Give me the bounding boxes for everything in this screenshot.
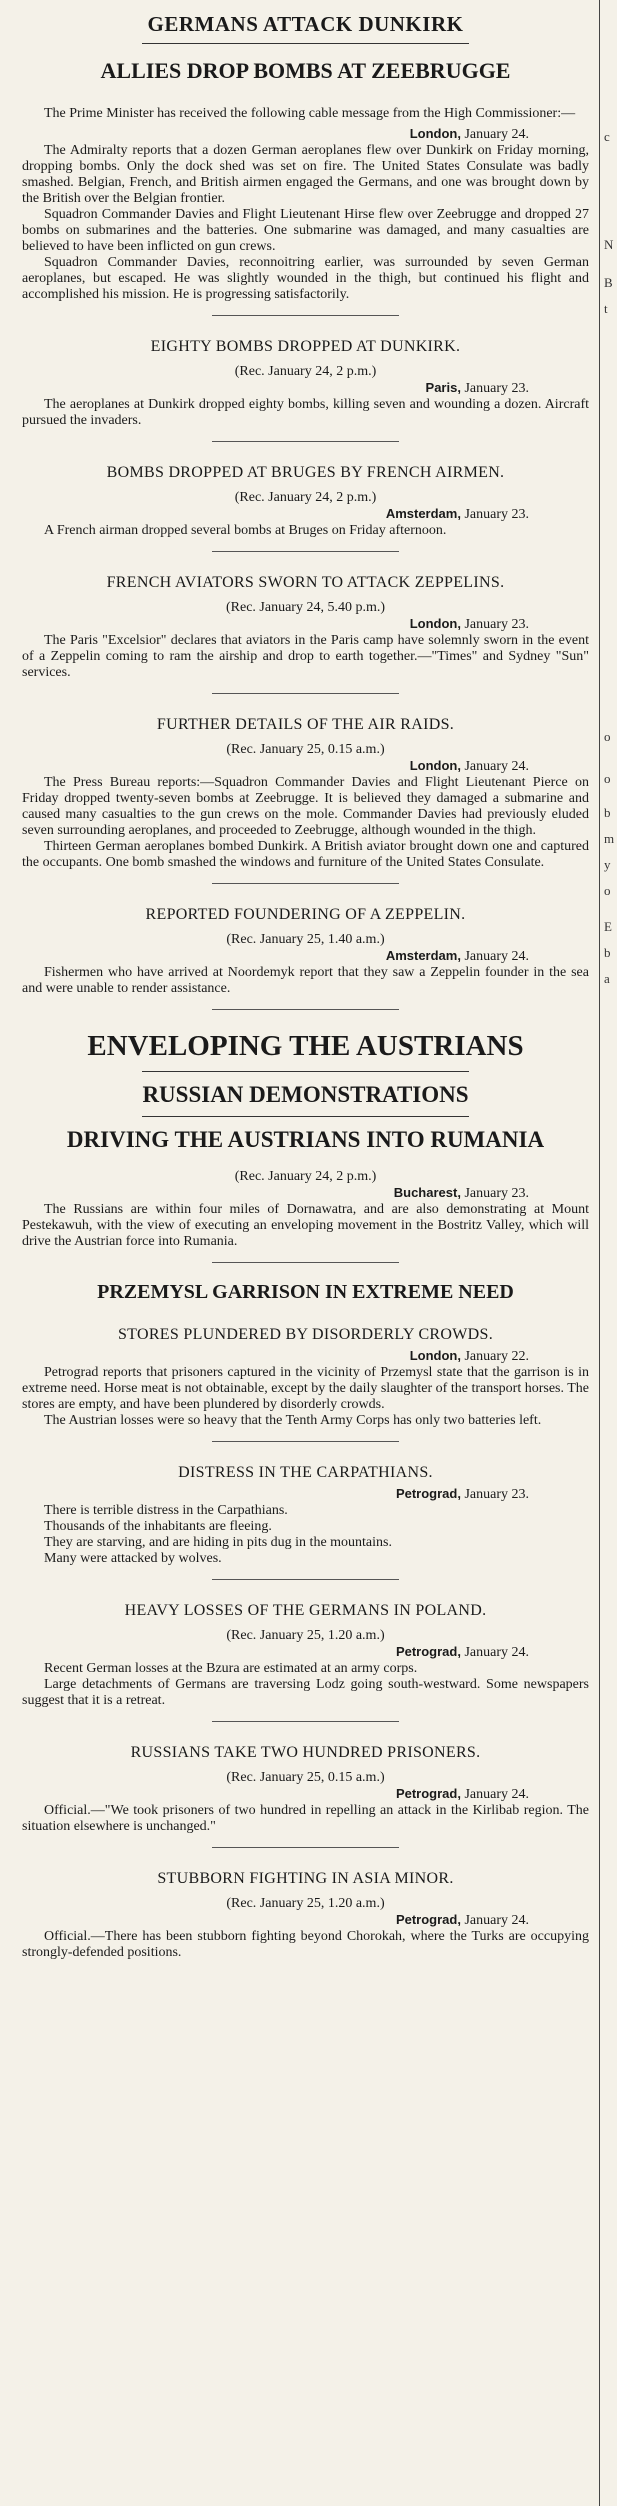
section-heading: BOMBS DROPPED AT BRUGES BY FRENCH AIRMEN. <box>106 464 505 481</box>
dateline-place: London, <box>409 758 461 773</box>
body-paragraph: Thirteen German aeroplanes bombed Dunkirk. A British aviator brought down one and captured the occupants. One bomb smashed the windows and furniture of the United States Consulate. <box>22 839 589 870</box>
edge-fragment: N <box>604 237 614 252</box>
dateline <box>22 1185 589 1202</box>
dateline <box>22 506 589 523</box>
dateline <box>22 948 589 965</box>
dateline-date: January 24. <box>464 1913 529 1928</box>
divider <box>212 1847 399 1848</box>
edge-fragment: t <box>604 301 608 316</box>
body-paragraph: The Russians are within four miles of Dornawatra, and are also demonstrating at Mount Pestekawuh, with the view of executing an enveloping movement in the Bostritz Valley, which will drive the Austrian force into Rumania. <box>22 1202 589 1249</box>
section-heading: FURTHER DETAILS OF THE AIR RAIDS. <box>156 716 455 733</box>
dateline-date: January 23. <box>464 381 529 396</box>
dateline-place: Bucharest, <box>393 1185 461 1200</box>
dateline-date: January 22. <box>464 1349 529 1364</box>
dateline-place: Petrograd, <box>395 1486 461 1501</box>
received-time: (Rec. January 24, 2 p.m.) <box>234 490 377 505</box>
section-heading: REPORTED FOUNDERING OF A ZEPPELIN. <box>145 906 466 923</box>
dateline-place: Petrograd, <box>395 1786 461 1801</box>
divider <box>212 1009 399 1010</box>
section-heading: FRENCH AVIATORS SWORN TO ATTACK ZEPPELINS. <box>106 574 505 591</box>
divider <box>212 1579 399 1580</box>
divider <box>142 43 469 44</box>
austrians-headline: ENVELOPING THE AUSTRIANS <box>87 1030 524 1062</box>
przemysl-headline: PRZEMYSL GARRISON IN EXTREME NEED <box>97 1281 514 1303</box>
section-heading: STORES PLUNDERED BY DISORDERLY CROWDS. <box>117 1326 494 1343</box>
divider <box>212 441 399 442</box>
dispatch-group-2 <box>22 1326 589 1961</box>
dateline <box>22 1644 589 1661</box>
edge-fragment: a <box>604 971 610 986</box>
dateline-place: Amsterdam, <box>385 948 461 963</box>
zeebrugge-headline: ALLIES DROP BOMBS AT ZEEBRUGGE <box>100 58 511 83</box>
dateline-place: London, <box>409 616 461 631</box>
received-time: (Rec. January 24, 2 p.m.) <box>234 364 377 379</box>
intro-paragraph: The Prime Minister has received the following cable message from the High Commissioner:— <box>44 106 576 121</box>
dateline <box>22 380 589 397</box>
dateline-place: Paris, <box>425 380 461 395</box>
dateline-place: Petrograd, <box>395 1912 461 1927</box>
edge-fragment: y <box>604 857 611 872</box>
divider <box>142 1071 469 1072</box>
section-heading: STUBBORN FIGHTING IN ASIA MINOR. <box>157 1870 454 1887</box>
received-time: (Rec. January 25, 1.20 a.m.) <box>226 1628 385 1643</box>
divider <box>212 1441 399 1442</box>
edge-fragment: b <box>604 945 611 960</box>
body-paragraph: Large detachments of Germans are traversing Lodz going south-westward. Some newspapers suggest that it is a retreat. <box>22 1677 589 1708</box>
edge-fragment: o <box>604 771 611 786</box>
body-paragraph: Squadron Commander Davies, reconnoitring earlier, was surrounded by seven German aeroplanes, but escaped. He was slightly wounded in the thigh, but continued his flight and accomplished his mission. He is progressing satisfactorily. <box>22 255 589 302</box>
dateline-date: January 23. <box>464 1487 529 1502</box>
body-paragraph: Official.—"We took prisoners of two hundred in repelling an attack in the Kirlibab region. The situation elsewhere is unchanged." <box>22 1803 589 1834</box>
body-paragraph: Official.—There has been stubborn fighting beyond Chorokah, where the Turks are occupying strongly-defended positions. <box>22 1929 589 1960</box>
rumania-subhead: DRIVING THE AUSTRIANS INTO RUMANIA <box>66 1127 545 1152</box>
divider <box>212 883 399 884</box>
received-time: (Rec. January 25, 0.15 a.m.) <box>226 1770 385 1785</box>
dateline-place: London, <box>409 126 461 141</box>
body-paragraph: A French airman dropped several bombs at Bruges on Friday afternoon. <box>44 523 447 538</box>
dateline-place: London, <box>409 1348 461 1363</box>
section-heading: RUSSIANS TAKE TWO HUNDRED PRISONERS. <box>130 1744 481 1761</box>
body-paragraph: The aeroplanes at Dunkirk dropped eighty bombs, killing seven and wounding a dozen. Aircraft pursued the invaders. <box>22 397 589 428</box>
received-time: (Rec. January 25, 1.20 a.m.) <box>226 1896 385 1911</box>
body-paragraph: The Paris "Excelsior" declares that aviators in the Paris camp have solemnly sworn in the event of a Zeppelin coming to ram the airship and drop to earth together.—"Times" and Sydney "Sun" services. <box>22 633 589 680</box>
dateline <box>22 126 589 143</box>
dateline <box>22 758 589 775</box>
newspaper-column <box>8 0 600 2506</box>
body-paragraph: There is terrible distress in the Carpathians. <box>44 1503 288 1518</box>
dateline <box>22 1348 589 1365</box>
edge-fragment: m <box>604 831 615 846</box>
divider <box>212 693 399 694</box>
dateline-date: January 24. <box>464 1787 529 1802</box>
dateline-place: Amsterdam, <box>385 506 461 521</box>
edge-fragment: B <box>604 275 613 290</box>
edge-fragment: o <box>604 883 611 898</box>
edge-fragment: E <box>604 919 612 934</box>
divider <box>212 1262 399 1263</box>
dateline-date: January 24. <box>464 759 529 774</box>
received-time: (Rec. January 24, 5.40 p.m.) <box>225 600 386 615</box>
body-paragraph: Squadron Commander Davies and Flight Lieutenant Hirse flew over Zeebrugge and dropped 27 bombs on submarines and the batteries. One submarine was damaged, and many casualties are believed to have been inflicted on gun crews. <box>22 207 589 254</box>
main-headline: GERMANS ATTACK DUNKIRK <box>147 12 464 36</box>
dateline-date: January 24. <box>464 127 529 142</box>
received-time: (Rec. January 25, 0.15 a.m.) <box>226 742 385 757</box>
edge-fragment: b <box>604 805 611 820</box>
dateline <box>22 1486 589 1503</box>
dateline <box>22 616 589 633</box>
body-paragraph: The Admiralty reports that a dozen German aeroplanes flew over Dunkirk on Friday morning, dropping bombs. Only the dock shed was set on fire. The United States Consulate was badly smashed. Belgian, French, and British airmen engaged the Germans, and one was brought down by the British over the Belgian frontier. <box>22 143 589 206</box>
dateline-place: Petrograd, <box>395 1644 461 1659</box>
received-time: (Rec. January 25, 1.40 a.m.) <box>226 932 385 947</box>
dateline-date: January 23. <box>464 617 529 632</box>
body-paragraph: Fishermen who have arrived at Noordemyk report that they saw a Zeppelin founder in the sea and were unable to render assistance. <box>22 965 589 996</box>
section-heading: DISTRESS IN THE CARPATHIANS. <box>178 1464 433 1481</box>
body-paragraph: They are starving, and are hiding in pits dug in the mountains. <box>44 1535 392 1550</box>
dateline <box>22 1912 589 1929</box>
section-heading: EIGHTY BOMBS DROPPED AT DUNKIRK. <box>150 338 461 355</box>
body-paragraph: Petrograd reports that prisoners captured in the vicinity of Przemysl state that the garrison is in extreme need. Horse meat is not obtainable, except by the daily slaughter of the transport horses. The stores are empty, and have been plundered by disorderly crowds. <box>22 1365 589 1412</box>
edge-fragment: o <box>604 729 611 744</box>
divider <box>212 315 399 316</box>
divider <box>142 1116 469 1117</box>
divider <box>212 1721 399 1722</box>
dateline-date: January 23. <box>464 507 529 522</box>
body-paragraph: Recent German losses at the Bzura are estimated at an army corps. <box>44 1661 418 1676</box>
dateline-date: January 23. <box>464 1186 529 1201</box>
body-paragraph: The Press Bureau reports:—Squadron Commander Davies and Flight Lieutenant Pierce on Friday dropped twenty-seven bombs at Zeebrugge. It is believed they damaged a submarine and caused many casualties to the gun crews on the mole. Commander Davies had previously eluded seven surrounding aeroplanes, and proceeded to Zeebrugge, although wounded in the thigh. <box>22 775 589 838</box>
dateline-date: January 24. <box>464 949 529 964</box>
edge-fragment: c <box>604 129 610 144</box>
divider <box>212 551 399 552</box>
dateline-date: January 24. <box>464 1645 529 1660</box>
section-heading: HEAVY LOSSES OF THE GERMANS IN POLAND. <box>124 1602 487 1619</box>
body-paragraph: The Austrian losses were so heavy that the Tenth Army Corps has only two batteries left. <box>44 1413 542 1428</box>
russian-demonstrations-subhead: RUSSIAN DEMONSTRATIONS <box>142 1082 469 1107</box>
body-paragraph: Thousands of the inhabitants are fleeing. <box>44 1519 272 1534</box>
body-paragraph: Many were attacked by wolves. <box>44 1551 222 1566</box>
dateline <box>22 1786 589 1803</box>
received-time: (Rec. January 24, 2 p.m.) <box>234 1169 377 1184</box>
dispatch-group-1 <box>22 315 589 997</box>
